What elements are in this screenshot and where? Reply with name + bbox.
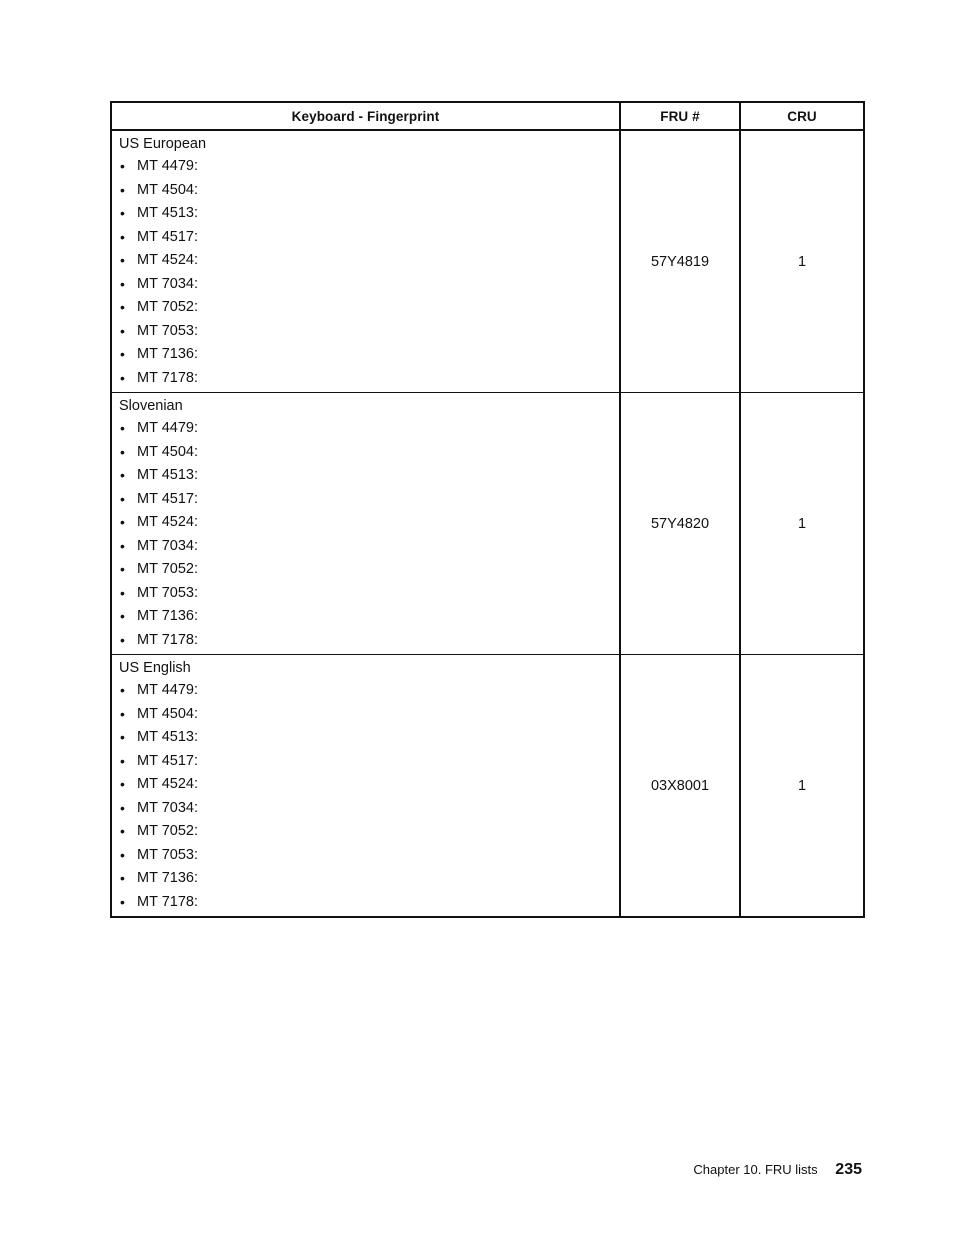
machine-type-list: [119, 417, 619, 652]
list-item: [119, 179, 619, 203]
machine-type-label: MT 7034:: [137, 799, 198, 816]
bullet-icon: •: [120, 729, 125, 745]
description-cell: [111, 655, 620, 918]
machine-type-label: MT 4524:: [137, 776, 198, 792]
group-name: US English: [119, 660, 191, 676]
cru-cell: 1: [740, 130, 864, 393]
list-item: [119, 726, 619, 750]
list-item: [119, 582, 619, 606]
list-item: [119, 703, 619, 727]
list-item: [119, 226, 619, 250]
bullet-icon: •: [120, 705, 125, 722]
machine-type-label: MT 7052:: [137, 561, 198, 577]
bullet-icon: •: [120, 420, 125, 436]
list-item: [119, 488, 619, 512]
fru-cell: 57Y4820: [620, 393, 740, 655]
fru-cell: 57Y4819: [620, 130, 740, 393]
list-item: [119, 558, 619, 582]
table-header-row: [111, 102, 864, 130]
machine-type-label: MT 7178:: [137, 369, 198, 386]
list-item: [119, 296, 619, 320]
bullet-icon: •: [120, 799, 125, 816]
bullet-icon: •: [120, 467, 125, 483]
machine-type-label: MT 4504:: [137, 443, 198, 460]
machine-type-list: [119, 679, 619, 914]
machine-type-label: MT 4524:: [137, 252, 198, 268]
header-cru: CRU: [740, 102, 864, 130]
list-item: [119, 605, 619, 629]
list-item: [119, 535, 619, 559]
machine-type-label: MT 4524:: [137, 514, 198, 530]
machine-type-label: MT 7053:: [137, 846, 198, 863]
machine-type-label: MT 7136:: [137, 608, 198, 624]
bullet-icon: •: [120, 537, 125, 554]
machine-type-list: [119, 155, 619, 390]
machine-type-label: MT 4517:: [137, 228, 198, 245]
list-item: [119, 441, 619, 465]
list-item: [119, 629, 619, 653]
bullet-icon: •: [120, 181, 125, 198]
fru-cell: 03X8001: [620, 655, 740, 918]
list-item: [119, 844, 619, 868]
bullet-icon: •: [120, 846, 125, 863]
bullet-icon: •: [120, 443, 125, 460]
bullet-icon: •: [120, 205, 125, 221]
chapter-title: Chapter 10. FRU lists: [693, 1162, 818, 1177]
list-item: [119, 750, 619, 774]
list-item: [119, 891, 619, 915]
bullet-icon: •: [120, 322, 125, 339]
list-item: [119, 820, 619, 844]
machine-type-label: MT 4517:: [137, 752, 198, 769]
bullet-icon: •: [120, 776, 125, 792]
bullet-icon: •: [120, 561, 125, 577]
machine-type-label: MT 4513:: [137, 205, 198, 221]
bullet-icon: •: [120, 490, 125, 507]
bullet-icon: •: [120, 514, 125, 530]
machine-type-label: MT 7052:: [137, 299, 198, 315]
table-row: [111, 130, 864, 393]
list-item: [119, 679, 619, 703]
list-item: [119, 417, 619, 441]
machine-type-label: MT 7178:: [137, 631, 198, 648]
bullet-icon: •: [120, 870, 125, 886]
fru-table: [110, 101, 865, 918]
machine-type-label: MT 7053:: [137, 584, 198, 601]
machine-type-label: MT 4504:: [137, 181, 198, 198]
machine-type-label: MT 4513:: [137, 729, 198, 745]
table-body: [111, 130, 864, 917]
header-description: Keyboard - Fingerprint: [111, 102, 620, 130]
bullet-icon: •: [120, 682, 125, 698]
list-item: [119, 155, 619, 179]
bullet-icon: •: [120, 252, 125, 268]
group-name: Slovenian: [119, 398, 183, 414]
list-item: [119, 511, 619, 535]
description-cell: [111, 393, 620, 655]
machine-type-label: MT 7034:: [137, 275, 198, 292]
machine-type-label: MT 4517:: [137, 490, 198, 507]
bullet-icon: •: [120, 369, 125, 386]
list-item: [119, 343, 619, 367]
list-item: [119, 367, 619, 391]
machine-type-label: MT 7136:: [137, 870, 198, 886]
machine-type-label: MT 7034:: [137, 537, 198, 554]
bullet-icon: •: [120, 608, 125, 624]
bullet-icon: •: [120, 228, 125, 245]
list-item: [119, 464, 619, 488]
table-row: [111, 655, 864, 918]
group-name: US European: [119, 136, 207, 152]
list-item: [119, 867, 619, 891]
page-number: 235: [835, 1161, 862, 1178]
cru-cell: 1: [740, 393, 864, 655]
list-item: [119, 320, 619, 344]
machine-type-label: MT 4504:: [137, 705, 198, 722]
bullet-icon: •: [120, 823, 125, 839]
bullet-icon: •: [120, 752, 125, 769]
bullet-icon: •: [120, 275, 125, 292]
table-row: [111, 393, 864, 655]
header-fru: FRU #: [620, 102, 740, 130]
list-item: [119, 773, 619, 797]
bullet-icon: •: [120, 631, 125, 648]
machine-type-label: MT 7136:: [137, 346, 198, 362]
machine-type-label: MT 4479:: [137, 682, 198, 698]
bullet-icon: •: [120, 346, 125, 362]
machine-type-label: MT 4479:: [137, 420, 198, 436]
bullet-icon: •: [120, 299, 125, 315]
page-footer: [693, 1161, 862, 1179]
description-cell: [111, 130, 620, 393]
list-item: [119, 273, 619, 297]
machine-type-label: MT 7053:: [137, 322, 198, 339]
machine-type-label: MT 4513:: [137, 467, 198, 483]
machine-type-label: MT 7178:: [137, 893, 198, 910]
list-item: [119, 202, 619, 226]
cru-cell: 1: [740, 655, 864, 918]
bullet-icon: •: [120, 584, 125, 601]
list-item: [119, 249, 619, 273]
bullet-icon: •: [120, 158, 125, 174]
list-item: [119, 797, 619, 821]
machine-type-label: MT 7052:: [137, 823, 198, 839]
bullet-icon: •: [120, 893, 125, 910]
machine-type-label: MT 4479:: [137, 158, 198, 174]
